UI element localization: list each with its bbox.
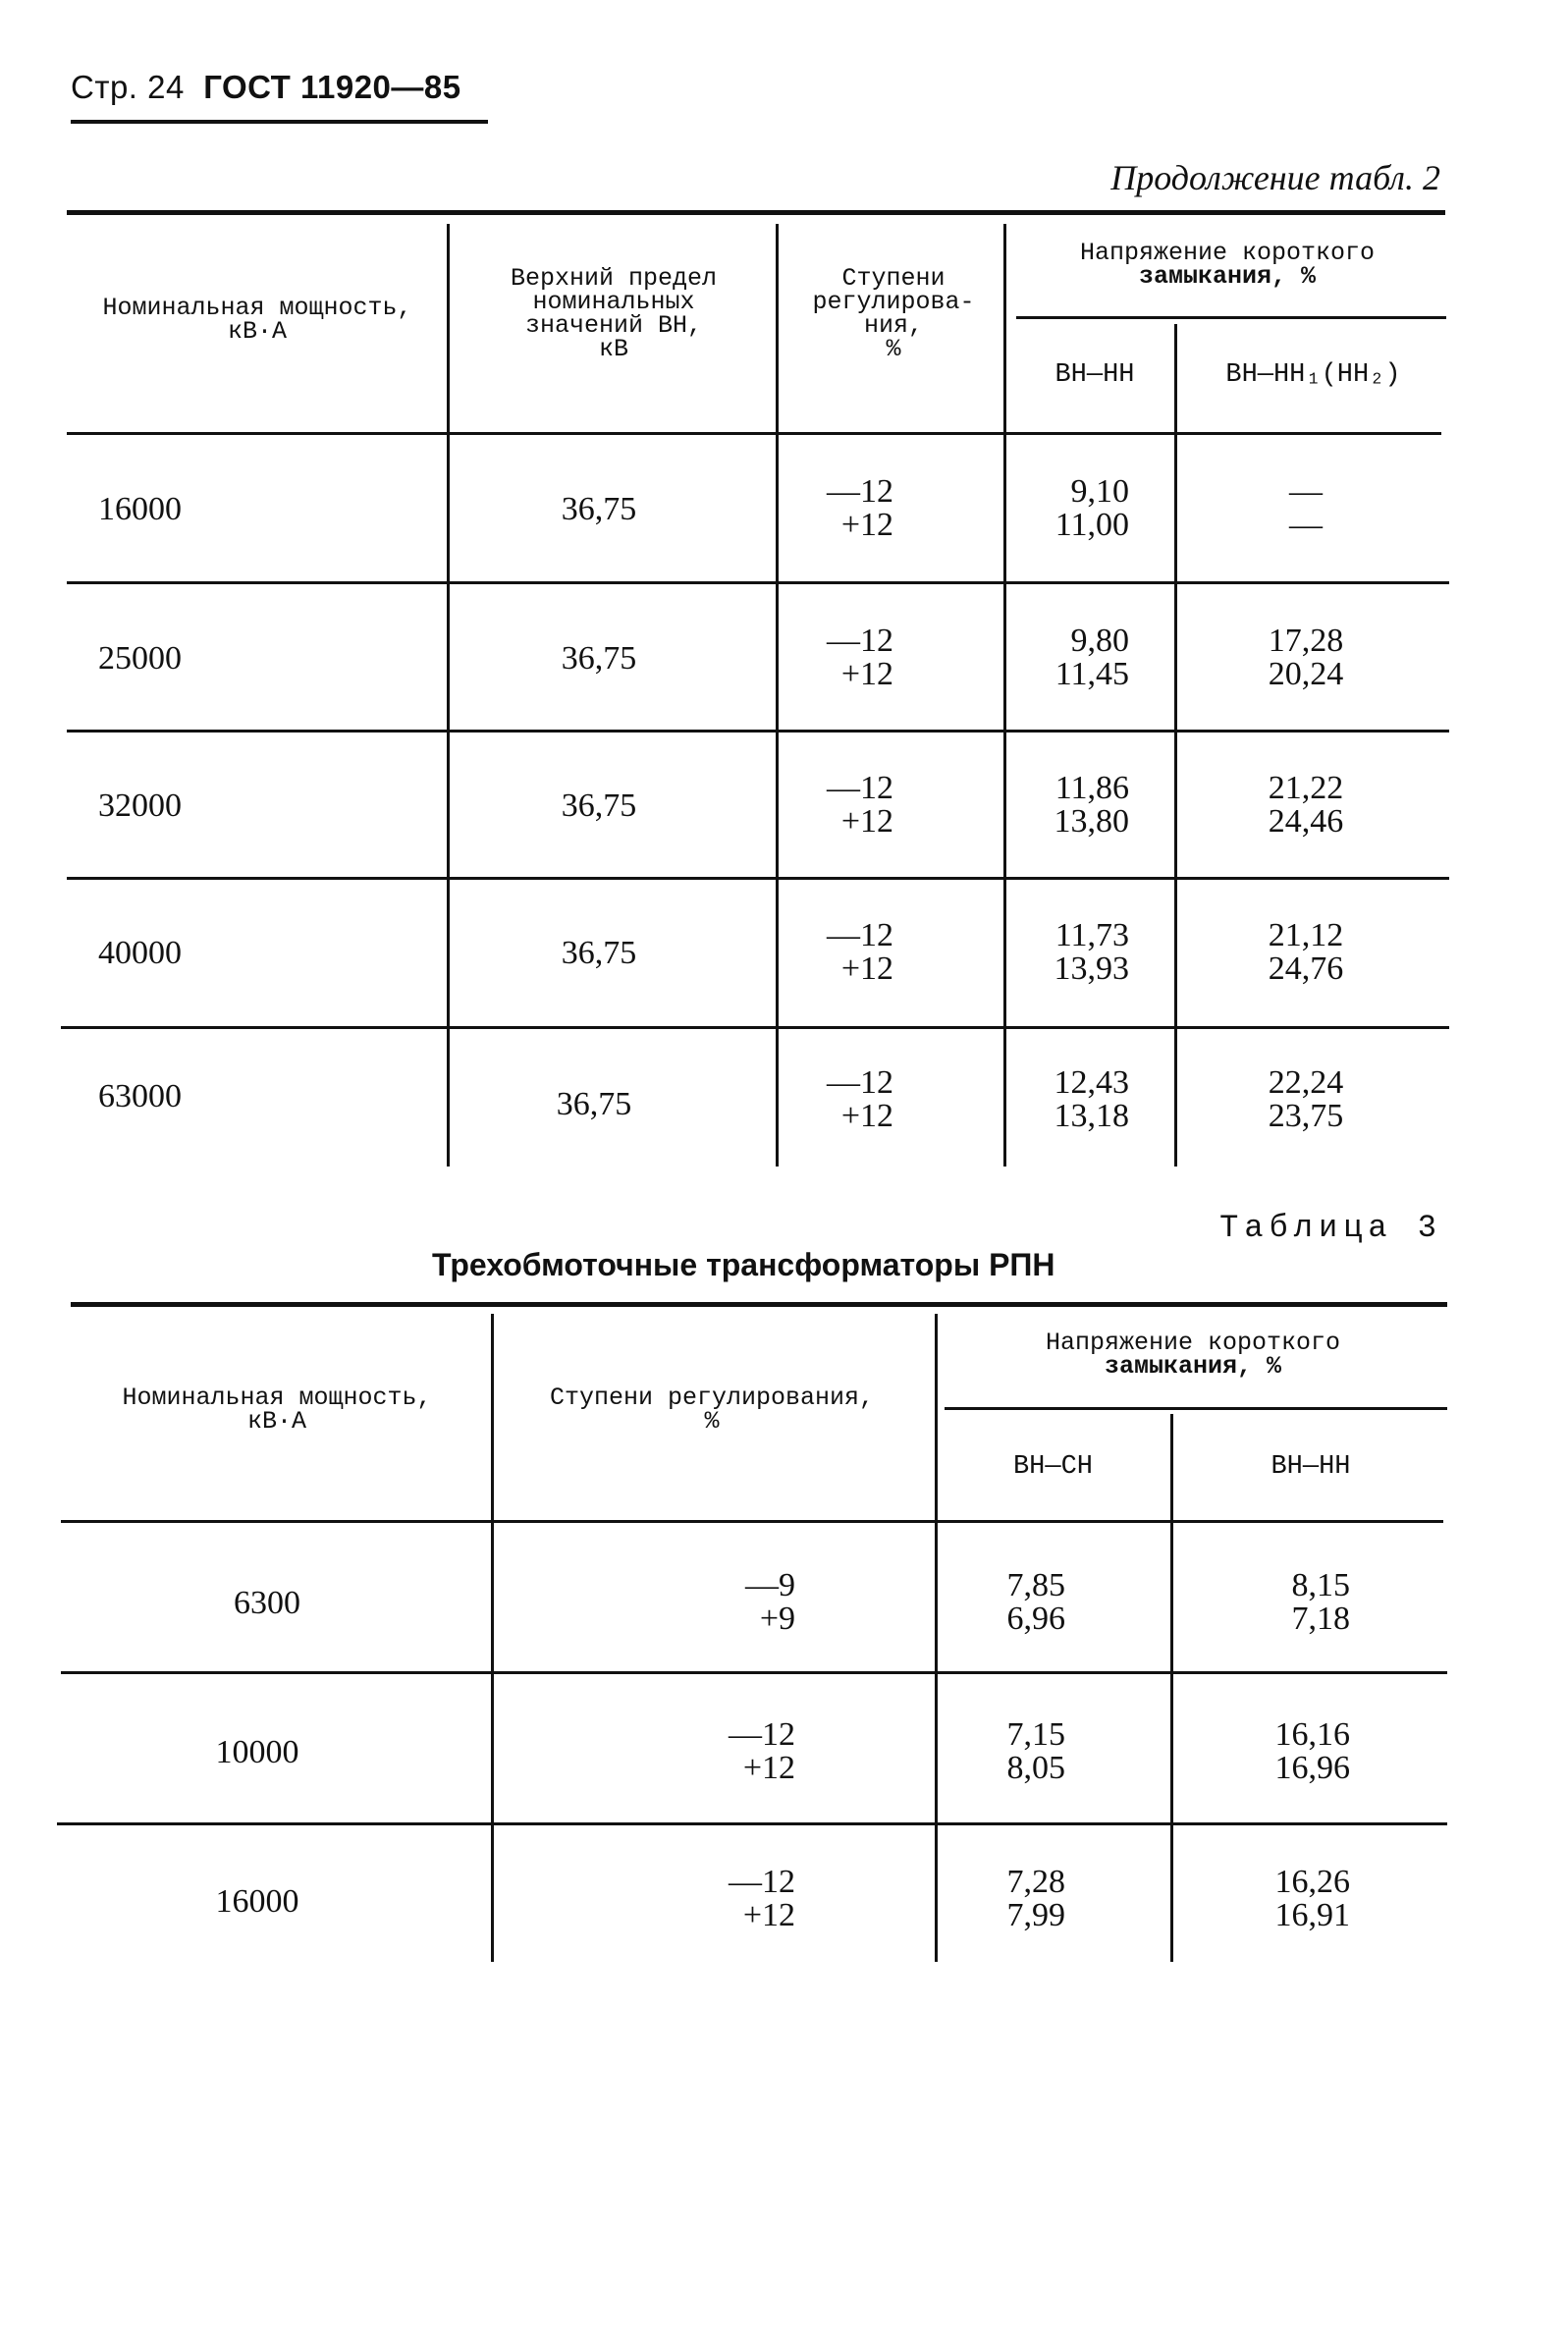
cell-line: 11,73 — [1054, 917, 1129, 953]
table3-row-vn-nn — [1178, 1569, 1350, 1636]
cell-line: —12 — [827, 917, 893, 953]
table3-subheader-rule — [945, 1407, 1447, 1410]
table2-row-upper: 36,75 — [561, 491, 637, 527]
header-line: значений ВН, — [524, 311, 703, 340]
table3-row-power: 6300 — [234, 1585, 300, 1621]
cell-line: 7,28 — [1006, 1864, 1065, 1900]
table2-vrule — [1174, 324, 1177, 1167]
table3-header-vn-nn: ВН—НН — [1271, 1452, 1351, 1482]
cell-line: —9 — [745, 1567, 795, 1603]
header-line: кВ — [598, 335, 628, 363]
table3-vrule — [935, 1314, 938, 1962]
cell-line: +12 — [742, 1897, 795, 1933]
table2-row-power: 16000 — [98, 491, 182, 527]
cell-line: 23,75 — [1268, 1098, 1344, 1134]
cell-line: 7,15 — [1006, 1716, 1065, 1753]
header-line: замыкания, % — [1138, 262, 1317, 291]
table3-row-vn-nn — [1178, 1866, 1350, 1932]
table2-top-rule — [67, 210, 1445, 215]
cell-line: 16,26 — [1274, 1864, 1350, 1900]
header-line: Ступени регулирования, — [549, 1384, 875, 1412]
table2-subheader-rule — [1016, 316, 1446, 319]
table2-header-steps — [781, 264, 1006, 363]
table3-header-voltage-group — [938, 1331, 1448, 1379]
header-line: Напряжение короткого — [1079, 239, 1376, 267]
header-line: регулирова- — [812, 288, 975, 316]
page-header — [71, 69, 461, 106]
cell-line: 6,96 — [1006, 1601, 1065, 1637]
table2-row-upper: 36,75 — [561, 935, 637, 971]
table2-row-vn-nn — [1011, 919, 1129, 986]
table2-row-rule — [67, 730, 1449, 733]
table3-header-steps — [496, 1386, 928, 1434]
table3-row-steps — [687, 1718, 795, 1785]
table3-vrule — [491, 1314, 494, 1962]
table2-row-upper: 36,75 — [556, 1086, 632, 1122]
page-number: Стр. 24 — [71, 69, 185, 105]
table2-header-bottom-rule — [67, 432, 1441, 435]
table3-top-rule — [71, 1302, 1447, 1307]
header-line: номинальных — [532, 288, 695, 316]
table3-header-bottom-rule — [61, 1520, 1443, 1523]
cell-line: 8,05 — [1006, 1750, 1065, 1786]
table2-row-vn-nn1 — [1208, 475, 1404, 542]
cell-line: 16,16 — [1274, 1716, 1350, 1753]
table3-row-power: 16000 — [215, 1883, 299, 1920]
cell-line: +12 — [840, 656, 893, 692]
table2-row-power: 25000 — [98, 640, 182, 677]
cell-line: 13,93 — [1054, 950, 1129, 987]
cell-line: +9 — [759, 1601, 795, 1637]
table2-header-upper-limit — [452, 264, 776, 363]
cell-line: 22,24 — [1268, 1064, 1344, 1101]
header-line: % — [886, 335, 901, 363]
header-line: Ступени — [841, 264, 946, 293]
table2-row-vn-nn1 — [1208, 624, 1404, 691]
table2-vrule — [447, 224, 450, 1167]
cell-line: +12 — [840, 950, 893, 987]
table2-row-vn-nn — [1011, 772, 1129, 839]
table2-row-vn-nn1 — [1208, 772, 1404, 839]
table2-row-vn-nn — [1011, 624, 1129, 691]
table3-vrule — [1170, 1414, 1173, 1962]
cell-line: 11,45 — [1054, 656, 1129, 692]
table2-row-power: 40000 — [98, 935, 182, 971]
cell-line: 12,43 — [1054, 1064, 1129, 1101]
table2-header-vn-nn1: ВН—НН₁(НН₂) — [1225, 360, 1401, 390]
cell-line: 7,18 — [1291, 1601, 1350, 1637]
cell-line: —12 — [827, 1064, 893, 1101]
table2-row-vn-nn — [1011, 475, 1129, 542]
table2-row-steps — [785, 919, 893, 986]
cell-line: 17,28 — [1268, 623, 1344, 659]
table2-row-upper: 36,75 — [561, 640, 637, 677]
table2-row-vn-nn1 — [1208, 919, 1404, 986]
table3-header-power — [71, 1386, 483, 1434]
cell-line: +12 — [840, 803, 893, 840]
table3-header-vn-sn: ВН—СН — [1012, 1452, 1093, 1482]
cell-line: 8,15 — [1291, 1567, 1350, 1603]
table2-row-steps — [785, 772, 893, 839]
header-line: Номинальная мощность, — [122, 1384, 432, 1412]
cell-line: 13,80 — [1054, 803, 1129, 840]
table2-row-vn-nn — [1011, 1066, 1129, 1133]
header-line: кВ·А — [227, 317, 287, 346]
cell-line: 13,18 — [1054, 1098, 1129, 1134]
table2-row-upper: 36,75 — [561, 787, 637, 824]
cell-line: +12 — [840, 1098, 893, 1134]
cell-line: 7,85 — [1006, 1567, 1065, 1603]
table2-row-steps — [785, 475, 893, 542]
table2-header-voltage-group — [1011, 239, 1443, 291]
cell-line: —12 — [729, 1716, 795, 1753]
table2-row-steps — [785, 624, 893, 691]
table3-label: Таблица 3 — [1219, 1210, 1442, 1246]
cell-line: 24,46 — [1268, 803, 1344, 840]
cell-line: —12 — [827, 473, 893, 510]
table2-row-rule — [67, 581, 1449, 584]
table2-row-power: 63000 — [98, 1078, 182, 1114]
table2-vrule — [776, 224, 779, 1167]
cell-line: 7,99 — [1006, 1897, 1065, 1933]
cell-line: —12 — [827, 623, 893, 659]
cell-line: 21,22 — [1268, 770, 1344, 806]
table3-row-vn-nn — [1178, 1718, 1350, 1785]
header-underline — [71, 120, 488, 124]
table2-vrule — [1003, 224, 1006, 1167]
cell-line: 16,96 — [1274, 1750, 1350, 1786]
table2-header-vn-nn: ВН—НН — [1054, 360, 1135, 390]
cell-line: 9,10 — [1070, 473, 1129, 510]
table2-row-vn-nn1 — [1208, 1066, 1404, 1133]
cell-line: 24,76 — [1268, 950, 1344, 987]
header-line: ния, — [863, 311, 923, 340]
header-line: Номинальная мощность, — [102, 294, 412, 322]
header-line: кВ·А — [246, 1407, 306, 1436]
table3-row-vn-sn — [943, 1866, 1065, 1932]
header-line: замыкания, % — [1104, 1352, 1282, 1381]
cell-line: —12 — [729, 1864, 795, 1900]
cell-line: 11,00 — [1054, 507, 1129, 543]
cell-line: 11,86 — [1054, 770, 1129, 806]
table2-row-power: 32000 — [98, 787, 182, 824]
table3-row-steps — [687, 1569, 795, 1636]
cell-line: 21,12 — [1268, 917, 1344, 953]
table3-row-rule — [61, 1671, 1447, 1674]
table3-row-steps — [687, 1866, 795, 1932]
cell-line: 20,24 — [1268, 656, 1344, 692]
table3-row-rule — [57, 1822, 1447, 1825]
table3-title: Трехобмоточные трансформаторы РПН — [432, 1247, 1055, 1282]
cell-line: —12 — [827, 770, 893, 806]
header-line: Верхний предел — [510, 264, 718, 293]
cell-line: 16,91 — [1274, 1897, 1350, 1933]
cell-line: — — [1289, 507, 1323, 543]
table3-row-vn-sn — [943, 1718, 1065, 1785]
cell-line: — — [1289, 473, 1323, 510]
table2-header-power — [71, 294, 444, 346]
cell-line: +12 — [840, 507, 893, 543]
table2-row-steps — [785, 1066, 893, 1133]
table2-row-rule — [67, 877, 1449, 880]
gost-number: ГОСТ 11920—85 — [203, 69, 461, 105]
header-line: Напряжение короткого — [1045, 1329, 1341, 1357]
table2-row-rule — [61, 1026, 1449, 1029]
table3-row-vn-sn — [943, 1569, 1065, 1636]
continuation-caption: Продолжение табл. 2 — [1110, 158, 1440, 197]
header-line: % — [704, 1407, 720, 1436]
cell-line: 9,80 — [1070, 623, 1129, 659]
cell-line: +12 — [742, 1750, 795, 1786]
table3-row-power: 10000 — [215, 1734, 299, 1770]
